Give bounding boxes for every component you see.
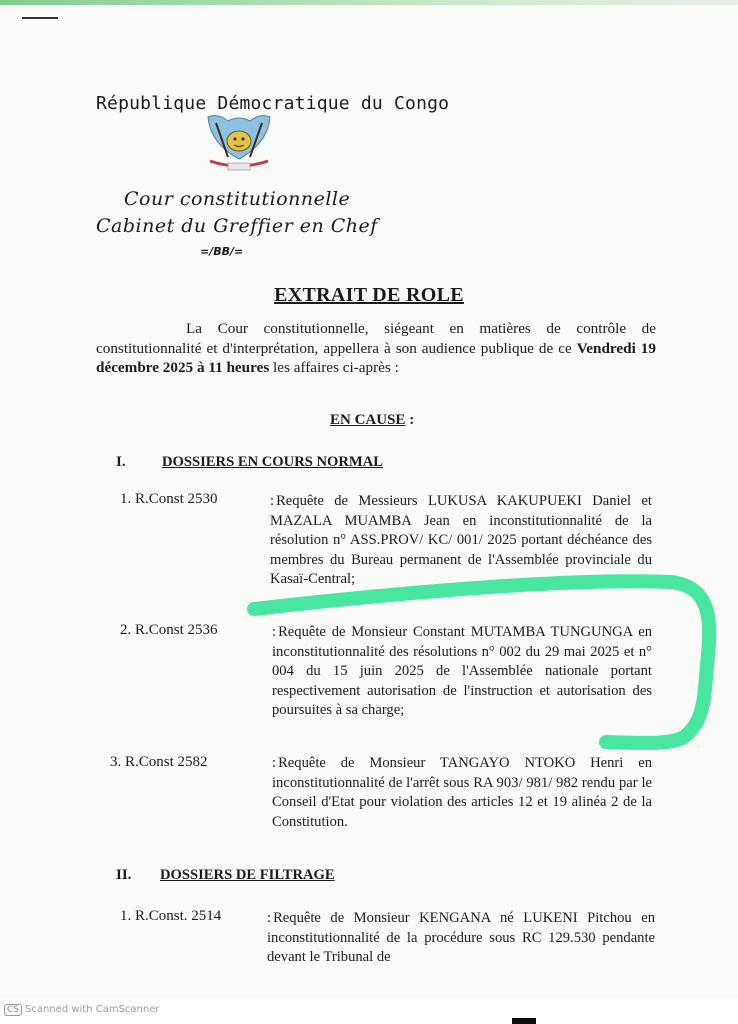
section-number: II. — [116, 867, 132, 883]
en-cause-label: EN CAUSE — [330, 412, 406, 428]
intro-text: La Cour constitutionnelle, siégeant en matières de contrôle de constitutionnalité et d'interprétation, appellera à son audience publique de ce — [96, 320, 656, 357]
en-cause-heading — [330, 412, 414, 429]
reference-code: =/BB/= — [200, 245, 244, 258]
colon: : — [270, 493, 275, 509]
bottom-artifact — [512, 1018, 536, 1024]
case-reference: 1. R.Const. 2514 — [120, 908, 222, 924]
court-name: Cour constitutionnelle — [124, 188, 351, 210]
case-text — [272, 623, 652, 721]
document-page — [0, 5, 738, 999]
intro-text-end: les affaires ci-après : — [269, 359, 399, 376]
case-body: Requête de Monsieur Constant MUTAMBA TUNGUNGA en inconstitutionnalité des résolutions n° 002 du 29 mai 2025 et n° 004 du 15 juin 2025 de l'Assemblée nationale portant respectivement autorisation de l'instruction et autorisation des poursuites à sa charge; — [272, 624, 652, 718]
case-text — [270, 492, 652, 602]
corner-mark — [22, 17, 58, 19]
hearing-date: Vendredi 19 décembre 2025 à 11 heures — [96, 339, 656, 376]
camscanner-watermark — [4, 1004, 160, 1016]
cabinet-name: Cabinet du Greffier en Chef — [96, 215, 378, 237]
colon: : — [272, 755, 277, 771]
en-cause-suffix: : — [405, 412, 415, 428]
colon: : — [267, 910, 272, 926]
watermark-text: Scanned with CamScanner — [25, 1004, 160, 1015]
case-text — [267, 909, 655, 968]
case-reference: 1. R.Const 2530 — [120, 491, 218, 507]
case-body: Requête de Monsieur TANGAYO NTOKO Henri en inconstitutionnalité de l'arrêt sous RA 903/ 981/ 982 rendu par le Conseil d'Etat pour violation des articles 12 et 19 alinéa 2 de la Constitution. — [272, 755, 652, 830]
intro-paragraph — [96, 319, 656, 378]
drc-coat-of-arms-icon — [198, 113, 280, 175]
colon: : — [272, 624, 277, 640]
case-text — [272, 754, 652, 832]
section-title: DOSSIERS DE FILTRAGE — [160, 867, 335, 883]
case-reference: 3. R.Const 2582 — [110, 754, 208, 770]
document-title: EXTRAIT DE ROLE — [274, 284, 464, 306]
section-title: DOSSIERS EN COURS NORMAL — [162, 454, 383, 470]
republic-heading: République Démocratique du Congo — [96, 93, 450, 114]
case-body: Requête de Messieurs LUKUSA KAKUPUEKI Daniel et MAZALA MUAMBA Jean en inconstitutionnalité de la résolution n° ASS.PROV/ KC/ 001/ 2025 portant déchéance des membres du Bureau permanent de l'Assemblée provinciale du Kasaï-Central; — [270, 493, 652, 587]
section-number: I. — [116, 454, 126, 470]
case-body: Requête de Monsieur KENGANA né LUKENI Pitchou en inconstitutionnalité de la procédure sous RC 129.530 pendante devant le Tribunal de — [267, 910, 655, 965]
case-reference: 2. R.Const 2536 — [120, 622, 218, 638]
camscanner-logo-icon: CS — [4, 1004, 22, 1016]
